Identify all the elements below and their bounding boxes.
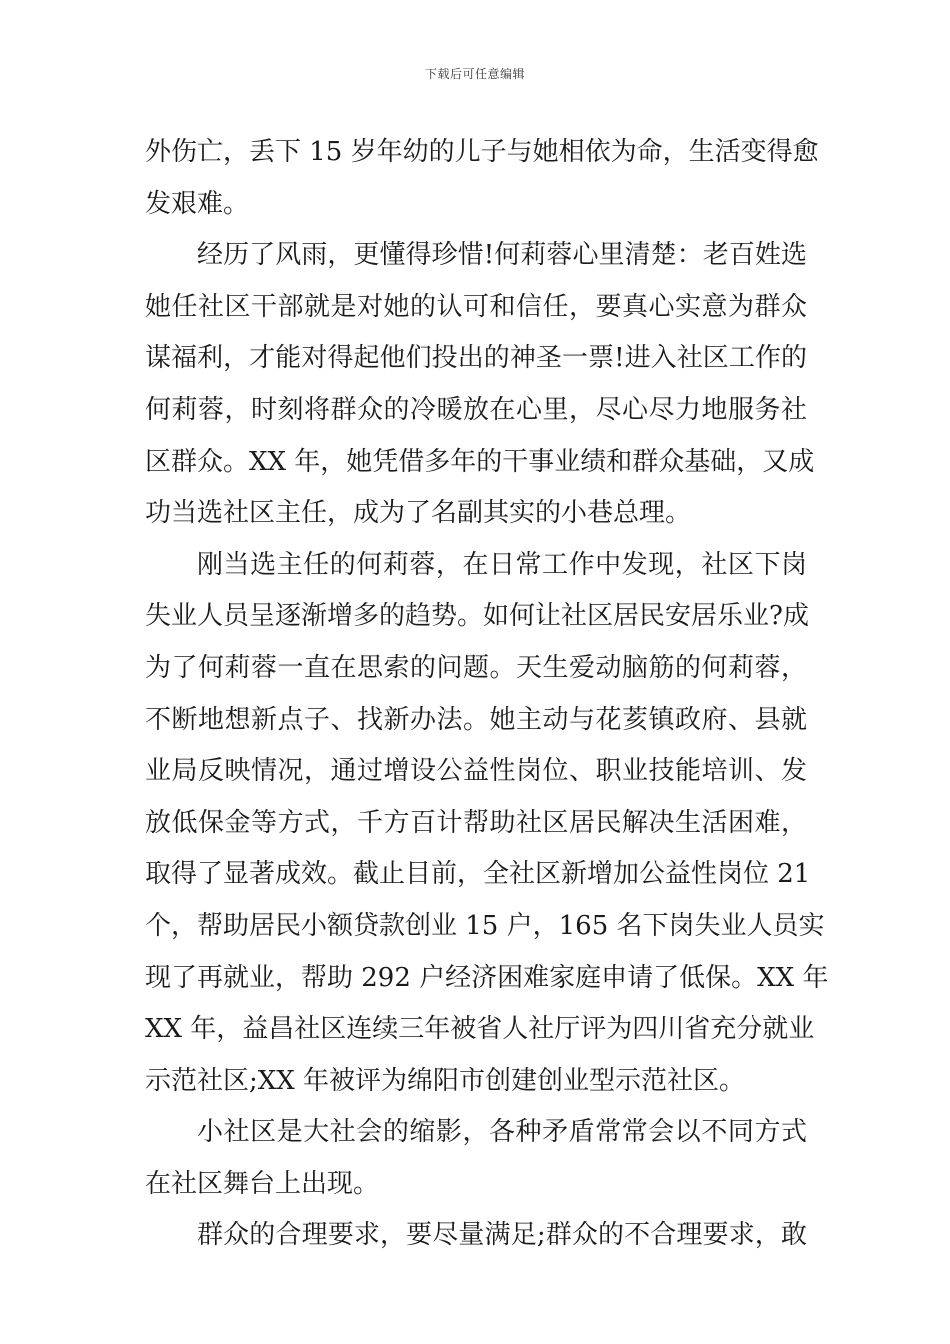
paragraph — [145, 1107, 807, 1210]
text-line: 功当选社区主任，成为了名副其实的小巷总理。 — [145, 498, 692, 529]
document-body — [145, 127, 829, 1262]
text-line: 外伤亡，丢下 15 岁年幼的儿子与她相依为命，生活变得愈 — [145, 137, 819, 167]
text-line: 不断地想新点子、找新办法。她主动与花荄镇政府、县就 — [145, 704, 807, 735]
text-line: 区群众。XX 年，她凭借多年的干事业绩和群众基础，又成 — [145, 446, 815, 477]
paragraph — [145, 127, 819, 230]
text-line: 刚当选主任的何莉蓉，在日常工作中发现，社区下岗 — [197, 549, 807, 580]
text-line: 失业人员呈逐渐增多的趋势。如何让社区居民安居乐业?成 — [145, 601, 809, 632]
text-line: 发艰难。 — [145, 188, 250, 219]
text-line: 个，帮助居民小额贷款创业 15 户，165 名下岗失业人员实 — [145, 910, 825, 941]
text-line: 群众的合理要求，要尽量满足;群众的不合理要求，敢 — [197, 1220, 807, 1251]
text-line: 为了何莉蓉一直在思索的问题。天生爱动脑筋的何莉蓉， — [145, 652, 807, 683]
text-line: 放低保金等方式，千方百计帮助社区居民解决生活困难， — [145, 807, 807, 838]
text-line: XX 年，益昌社区连续三年被省人社厅评为四川省充分就业 — [145, 1014, 815, 1045]
paragraph — [145, 1210, 807, 1262]
text-line: 小社区是大社会的缩影，各种矛盾常常会以不同方式 — [197, 1117, 807, 1148]
text-line: 经历了风雨，更懂得珍惜!何莉蓉心里清楚：老百姓选 — [197, 240, 807, 271]
text-line: 取得了显著成效。截止目前，全社区新增加公益性岗位 21 — [145, 859, 811, 890]
text-line: 业局反映情况，通过增设公益性岗位、职业技能培训、发 — [145, 756, 807, 787]
text-line: 在社区舞台上出现。 — [145, 1168, 380, 1199]
paragraph — [145, 230, 815, 540]
page-header: 下载后可任意编辑 — [424, 67, 525, 81]
text-line: 何莉蓉，时刻将群众的冷暖放在心里，尽心尽力地服务社 — [145, 394, 807, 425]
text-line: 示范社区;XX 年被评为绵阳市创建创业型示范社区。 — [145, 1065, 746, 1096]
text-line: 谋福利，才能对得起他们投出的神圣一票!进入社区工作的 — [145, 343, 807, 374]
paragraph — [145, 540, 829, 1108]
text-line: 现了再就业，帮助 292 户经济困难家庭申请了低保。XX 年 — [145, 962, 829, 993]
text-line: 她任社区干部就是对她的认可和信任，要真心实意为群众 — [145, 291, 807, 322]
